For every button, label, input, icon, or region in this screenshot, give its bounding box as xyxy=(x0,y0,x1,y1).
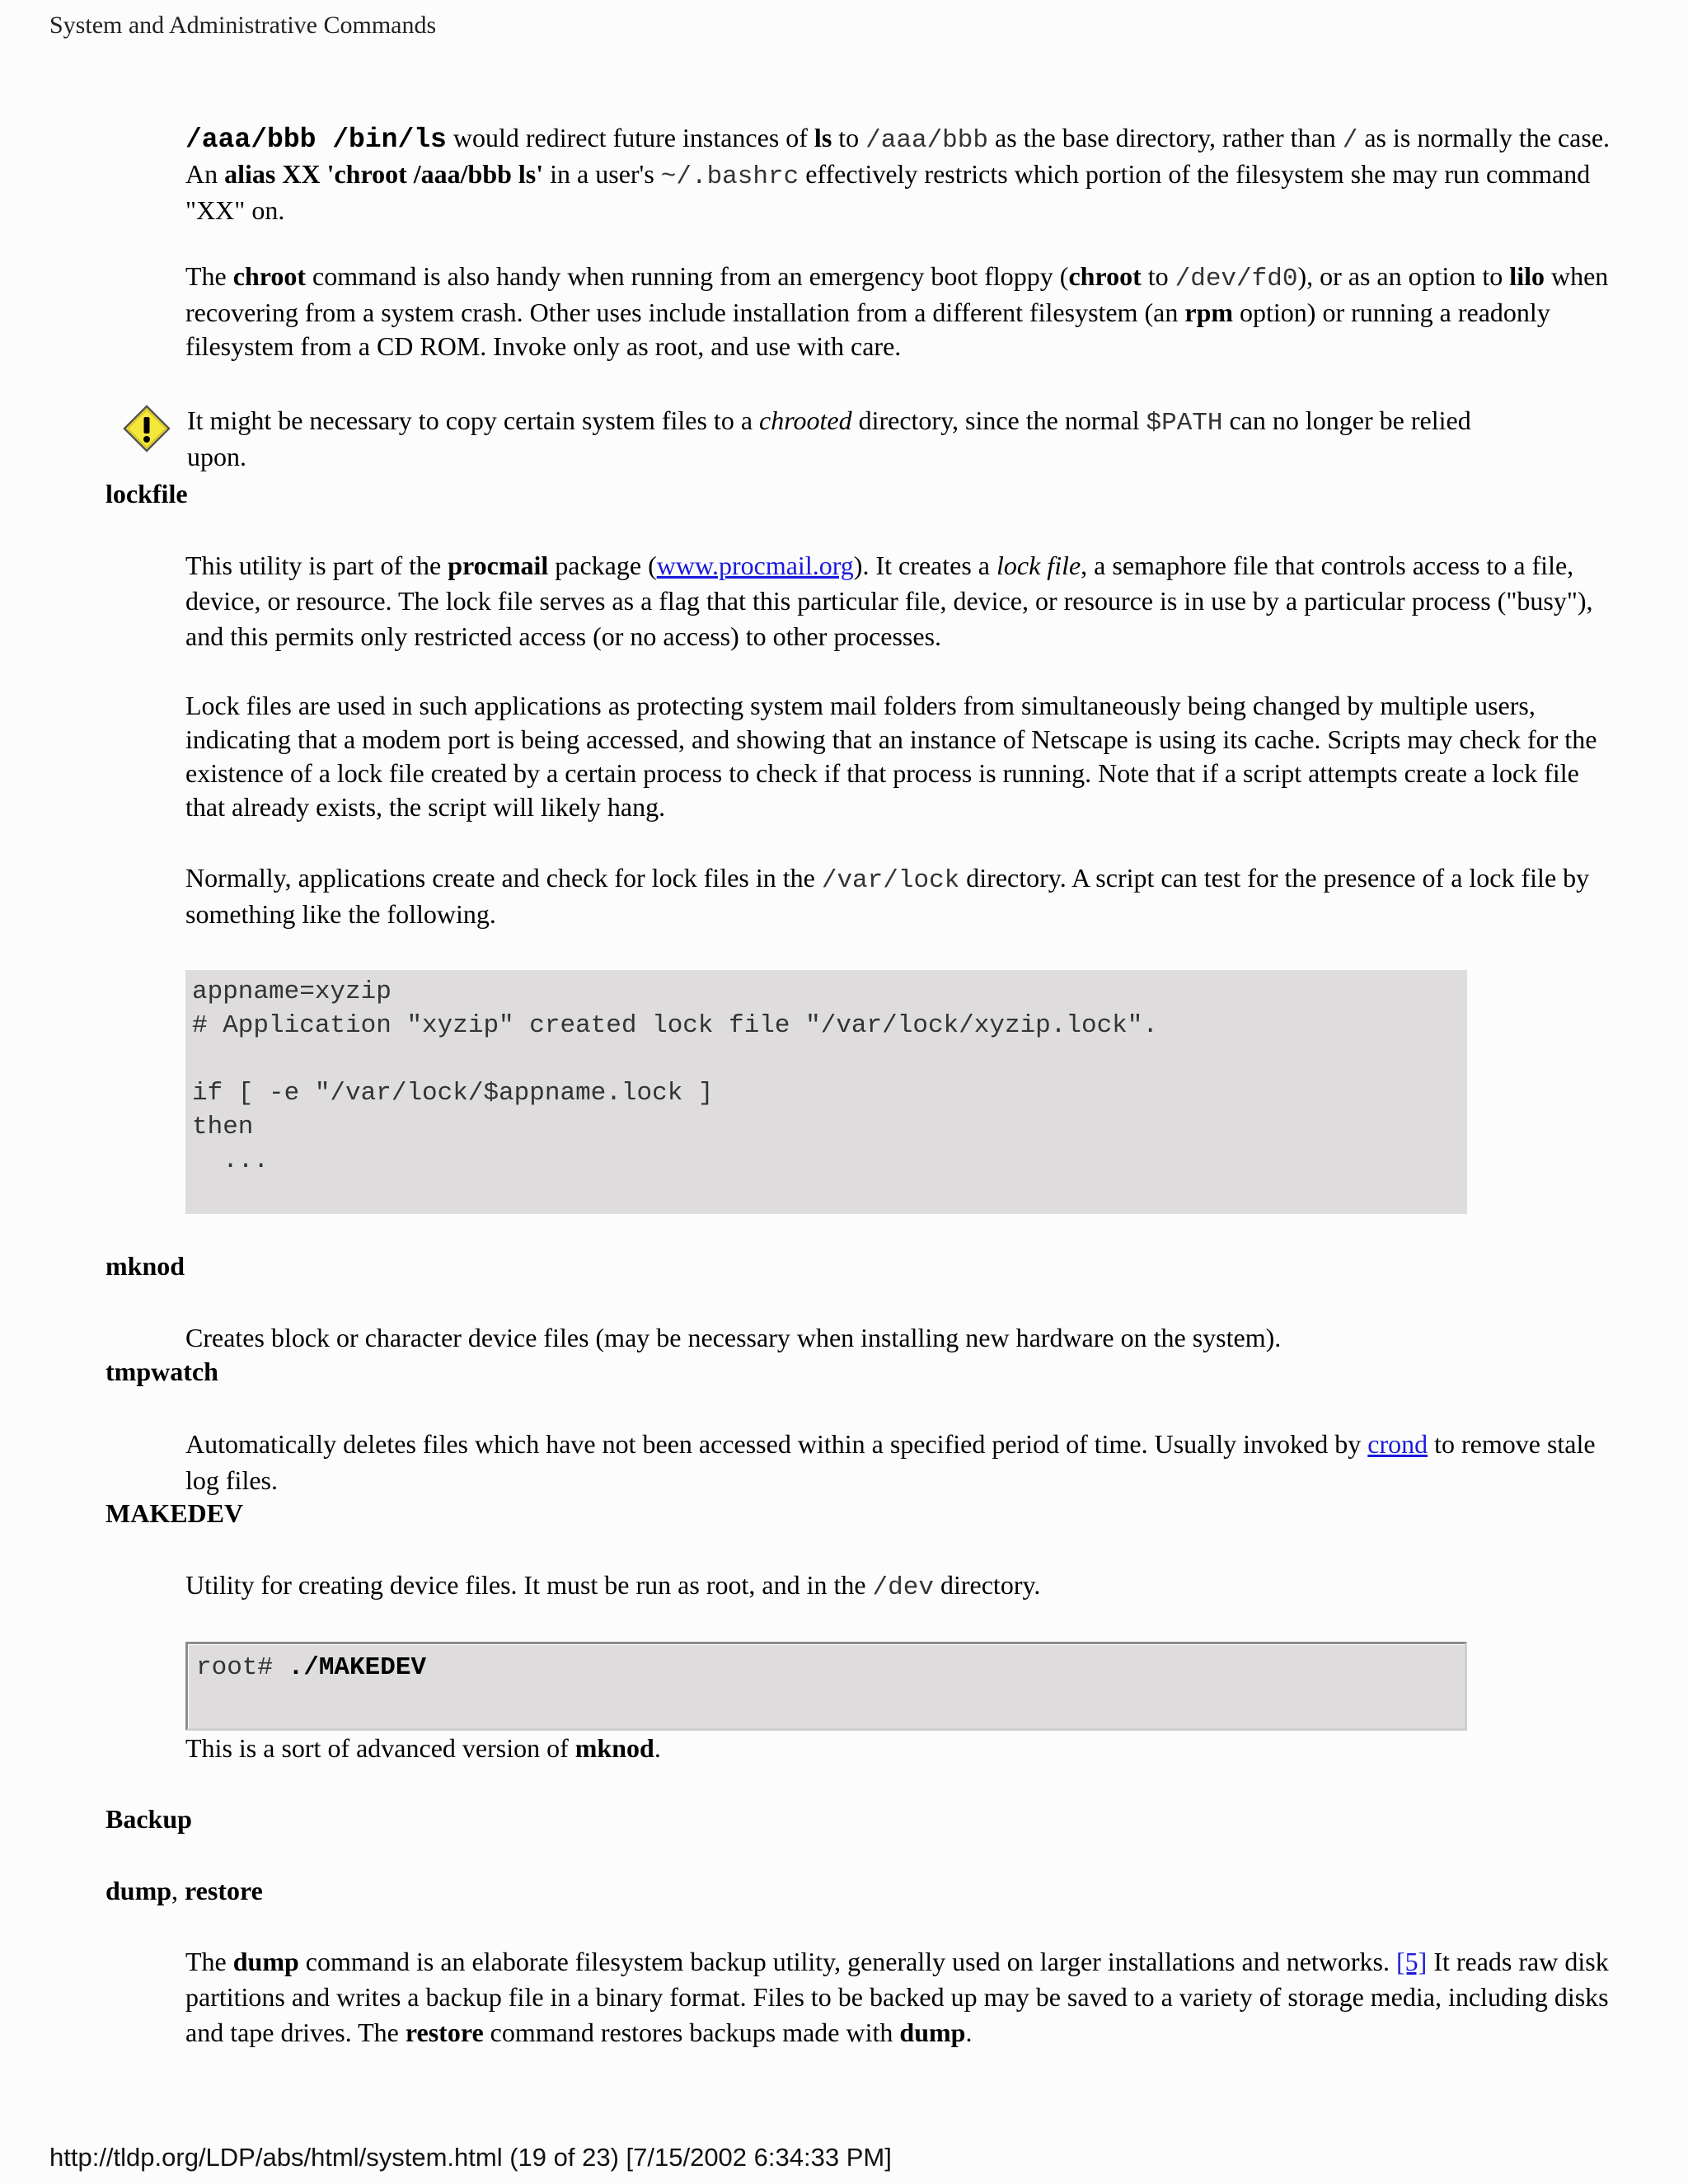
chroot-paragraph-1: /aaa/bbb /bin/ls would redirect future instances of ls to /aaa/bbb as the base directory, rather than / as is normally the case. An alias XX 'chroot /aaa/bbb ls' in a user's ~/.bashrc effectively restricts which portion of the filesystem she may run command "XX" on. xyxy=(185,123,1611,225)
term-tmpwatch: tmpwatch xyxy=(106,1357,218,1386)
term-lockfile: lockfile xyxy=(106,479,188,509)
shell-command: ./MAKEDEV xyxy=(288,1653,427,1682)
section-heading-backup: Backup xyxy=(106,1804,192,1834)
makedev-description: Utility for creating device files. It must be run as root, and in the /dev directory. xyxy=(185,1570,1041,1602)
term-makedev: MAKEDEV xyxy=(106,1498,244,1528)
term-mknod: mknod xyxy=(106,1251,185,1281)
chroot-paragraph-2: The chroot command is also handy when running from an emergency boot floppy (chroot to /dev/fd0), or as an option to lilo when recovering from a system crash. Other uses include installation from a different filesystem (an rpm option) or running a readonly filesystem from a CD ROM. Invoke only as root, and use with care. xyxy=(185,261,1609,361)
footnote-link[interactable]: [5] xyxy=(1396,1947,1428,1976)
term-dump-restore: dump, restore xyxy=(106,1876,263,1905)
lockfile-paragraph-2: Lock files are used in such applications as protecting system mail folders from simultaneously being changed by multiple users, indicating that a modem port is being accessed, and showing that an instance of Netscape is using its cache. Scripts may check for the existence of a lock file created by a certain process to check if that process is running. Note that if a script attempts create a lock file that already exists, the script will likely hang. xyxy=(185,691,1597,822)
dump-description: The dump command is an elaborate filesystem backup utility, generally used on larger installations and networks. [5] It reads raw disk partitions and writes a backup file in a binary format. Files to be backed up may be saved to a variety of storage media, including disks and tape drives. The restore command restores backups made with dump. xyxy=(185,1947,1609,2047)
lockfile-paragraph-1: This utility is part of the procmail package (www.procmail.org). It creates a lock file, a semaphore file that controls access to a file, device, or resource. The lock file serves as a flag that this particular file, device, or resource is in use by a particular process ("busy"), and this permits only restricted access (or no access) to other processes. xyxy=(185,551,1593,651)
tmpwatch-description: Automatically deletes files which have not been accessed within a specified period of time. Usually invoked by crond to remove stale log files. xyxy=(185,1429,1596,1495)
warning-text: It might be necessary to copy certain system files to a chrooted directory, since the normal $PATH can no longer be relied upon. xyxy=(187,405,1471,471)
makedev-note: This is a sort of advanced version of mknod. xyxy=(185,1733,661,1763)
shell-prompt: root# xyxy=(196,1653,288,1682)
page-header: System and Administrative Commands xyxy=(49,12,437,39)
mknod-description: Creates block or character device files (may be necessary when installing new hardware on the system). xyxy=(185,1323,1282,1352)
crond-link[interactable]: crond xyxy=(1367,1429,1428,1459)
lockfile-paragraph-3: Normally, applications create and check for lock files in the /var/lock directory. A script can test for the presence of a lock file by something like the following. xyxy=(185,863,1590,929)
inline-code: /aaa/bbb /bin/ls xyxy=(185,124,447,155)
lockfile-code-block: appname=xyzip # Application "xyzip" created lock file "/var/lock/xyzip.lock". if [ -e "/var/lock/$appname.lock ] then ... xyxy=(185,970,1467,1214)
makedev-code-block xyxy=(185,1642,1467,1731)
warning-icon xyxy=(122,404,171,453)
page-footer-url: http://tldp.org/LDP/abs/html/system.html (19 of 23) [7/15/2002 6:34:33 PM] xyxy=(49,2143,892,2172)
procmail-link[interactable]: www.procmail.org xyxy=(656,551,854,580)
